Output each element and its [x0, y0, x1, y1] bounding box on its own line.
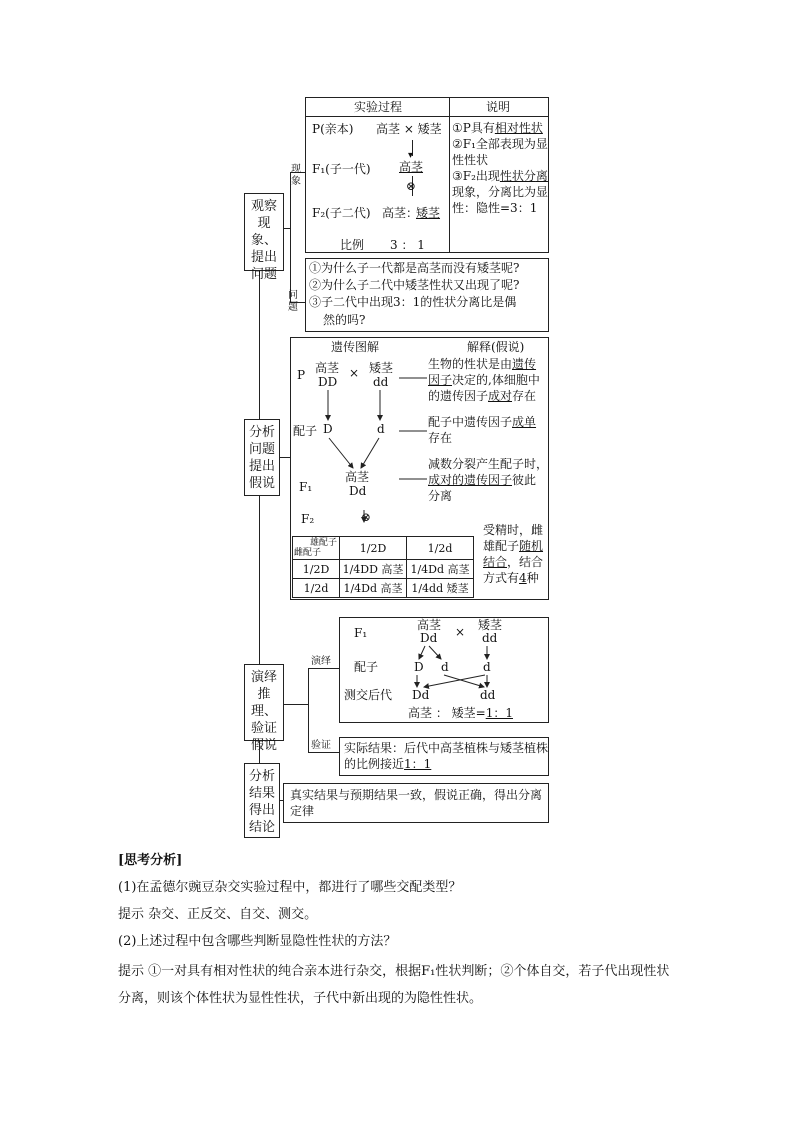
step-observe: [244, 193, 284, 282]
header-process: 实验过程: [354, 100, 403, 114]
explain-1: 生物的性状是由遗传因子决定的,体细胞中的遗传因子成对存在: [428, 357, 540, 403]
spine-line: [259, 271, 260, 419]
question-line: ①为什么子一代都是高茎而没有矮茎呢?: [309, 261, 520, 275]
connector: [308, 668, 339, 669]
offspring-dd: dd: [480, 688, 496, 702]
f1-value: 高茎: [399, 160, 424, 174]
connector: [308, 752, 339, 753]
f1-label: F₁: [299, 480, 313, 494]
analysis-heading: [思考分析]: [118, 853, 183, 868]
cross-icon: ×: [349, 366, 360, 380]
f1-genotype: Dd: [349, 484, 367, 498]
step-text: 推理、: [250, 687, 277, 719]
connector: [284, 704, 308, 705]
table-cell: 1/4dd 矮茎: [407, 579, 474, 598]
step-text: 假说: [250, 738, 277, 753]
question-1: (1)在孟德尔豌豆杂交实验过程中，都进行了哪些交配类型？: [118, 880, 462, 895]
short-label: 矮茎: [478, 618, 503, 632]
table-cell: 1/4Dd 高茎: [340, 579, 407, 598]
row-header: 1/2D: [293, 560, 340, 579]
step-text: 分析: [248, 769, 275, 784]
f2-label: F₂(子二代): [312, 206, 371, 220]
testcross-box: [339, 617, 549, 723]
testcross-arrows: [340, 618, 550, 724]
connector-label: 问: [288, 290, 298, 301]
question-line: ③子二代中出现3：1的性状分离比是偶: [309, 295, 517, 309]
hypothesis-box: [290, 337, 549, 600]
step-text: 结果: [248, 786, 275, 801]
verify-box: [339, 737, 549, 776]
table-row: [293, 579, 474, 598]
step-hypothesis: [244, 419, 280, 496]
connector-label: 演绎: [311, 656, 331, 667]
f1-label: F₁(子一代): [312, 162, 371, 176]
note-text: ①P具有相对性状 ②F₁全部表现为显性性状 ③F₂出现性状分离现象，分离比为显性：隐性=3：1: [452, 121, 549, 215]
connector: [280, 457, 290, 458]
connector: [308, 668, 309, 752]
conclusion-text: 真实结果与预期结果一致，假说正确，得出分离定律: [290, 788, 543, 818]
conclusion-box: [283, 783, 549, 823]
self-cross-icon: ⊗: [406, 179, 417, 193]
ratio-value: 3 ： 1: [390, 238, 425, 252]
col-header: 1/2D: [340, 537, 407, 560]
step-text: 观察: [250, 199, 277, 214]
offspring-Dd: Dd: [412, 688, 430, 702]
step-text: 提出: [250, 250, 277, 265]
table-cell: 1/4DD 高茎: [340, 560, 407, 579]
tall-label: 高茎: [417, 618, 442, 632]
explain-4: 受精时，雌雄配子随机结合，结合方式有4种: [483, 523, 544, 585]
col-header: 1/2d: [407, 537, 474, 560]
genotype: DD: [318, 375, 338, 389]
arrow-head: ▾: [408, 150, 414, 161]
gamete-d: d: [483, 660, 491, 674]
connector-label: 题: [288, 302, 298, 313]
explain-title: 解释(假说): [467, 340, 525, 354]
p-label: P: [297, 368, 306, 382]
step-text: 问题: [248, 442, 275, 457]
question-line: 然的吗?: [323, 313, 366, 327]
f2-short: 矮茎: [416, 206, 441, 220]
answer-2: 提示 ①一对具有相对性状的纯合亲本进行杂交，根据F₁性状判断；②个体自交，若子代出现性状分离，则该个体性状为显性性状，子代中新出现的为隐性性状。: [118, 964, 670, 1006]
step-text: 演绎: [250, 670, 277, 685]
table-cell: 1/4Dd 高茎: [407, 560, 474, 579]
table-corner: 雄配子 雌配子: [293, 537, 340, 560]
gamete-label: 配子: [354, 660, 379, 674]
question-line: ②为什么子二代中矮茎性状又出现了呢?: [309, 278, 520, 292]
answer-1: 提示 杂交、正反交、自交、测交。: [118, 907, 318, 922]
p-cross: 高茎 × 矮茎: [376, 122, 442, 136]
gamete-d: d: [441, 660, 449, 674]
step-text: 提出: [248, 459, 275, 474]
experiment-box: [305, 97, 549, 253]
gamete-d: d: [377, 422, 385, 436]
connector: [290, 172, 291, 302]
step-text: 分析: [248, 425, 275, 440]
question-box: [305, 258, 549, 332]
genotype: Dd: [420, 631, 438, 645]
step-text: 验证: [250, 721, 277, 736]
f2-label: F₂: [301, 512, 315, 526]
genotype: dd: [373, 375, 389, 389]
short-label: 矮茎: [369, 361, 394, 375]
gamete-D: D: [414, 660, 424, 674]
connector-label: 象: [291, 176, 301, 187]
step-text: 结论: [248, 820, 275, 835]
ratio-text: 高茎 ： 矮茎=1：1: [408, 706, 513, 720]
f1-tall: 高茎: [345, 470, 370, 484]
question-2: (2)上述过程中包含哪些判断显隐性性状的方法？: [118, 934, 397, 949]
self-cross-icon: ⊗: [361, 510, 372, 524]
diagram-title: 遗传图解: [331, 340, 380, 354]
connector-label: 验证: [311, 740, 331, 751]
step-conclude: [244, 763, 280, 838]
header-note: 说明: [486, 100, 511, 114]
row-header: 1/2d: [293, 579, 340, 598]
spine-line: [259, 496, 260, 664]
verify-text: 实际结果：后代中高茎植株与矮茎植株的比例接近1：1: [344, 741, 549, 771]
ratio-label: 比例: [340, 238, 365, 252]
connector-label: 现: [291, 164, 301, 175]
cross-icon: ×: [455, 625, 466, 639]
step-deduce: [244, 664, 284, 753]
f2-tall: 高茎：: [382, 206, 419, 220]
divider: [449, 98, 450, 252]
step-text: 现象、: [250, 216, 277, 248]
step-text: 问题: [250, 267, 277, 282]
punnett-table: [292, 536, 474, 598]
step-text: 假说: [248, 476, 275, 491]
p-label: P(亲本): [312, 122, 354, 136]
gamete-D: D: [323, 422, 333, 436]
offspring-label: 测交后代: [344, 688, 393, 702]
tall-label: 高茎: [315, 361, 340, 375]
divider: [306, 116, 548, 117]
f1-label: F₁: [354, 626, 368, 640]
genotype: dd: [482, 631, 498, 645]
explain-3: 减数分裂产生配子时，成对的遗传因子彼此分离: [428, 457, 549, 503]
step-text: 得出: [248, 803, 275, 818]
table-row: [293, 560, 474, 579]
explain-2: 配子中遗传因子成单存在: [428, 415, 537, 445]
gamete-label: 配子: [293, 424, 318, 438]
